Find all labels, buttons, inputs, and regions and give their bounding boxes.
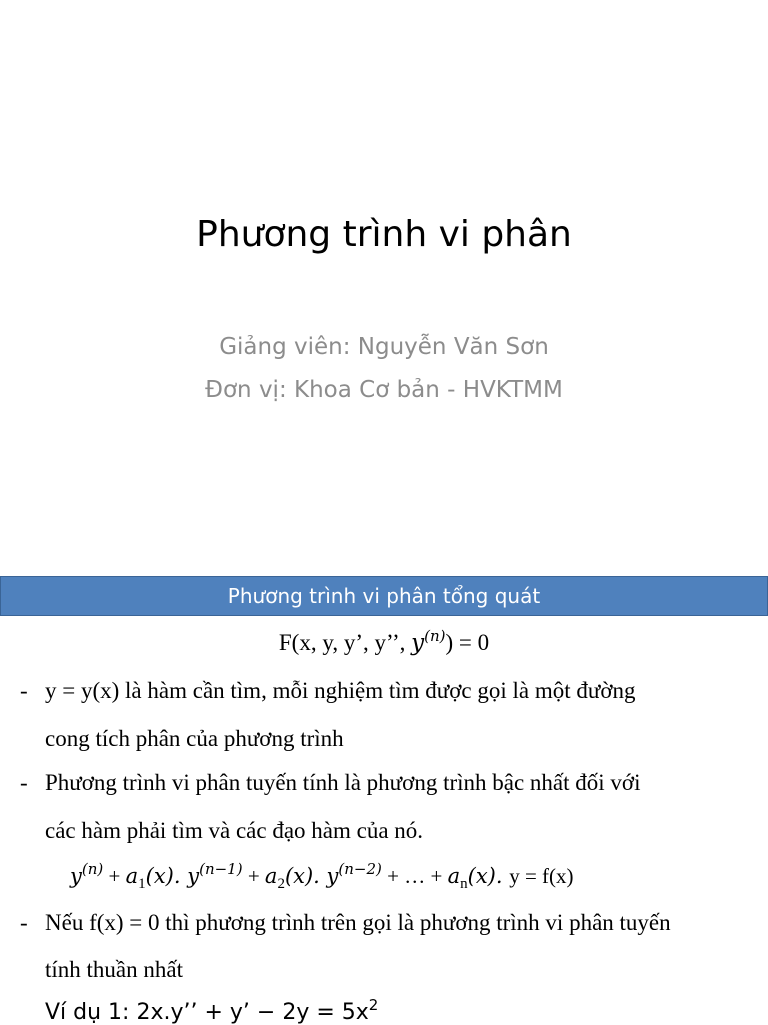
eq-rhs: y = f(x): [509, 864, 574, 888]
eq-sup: (n−1): [199, 860, 243, 878]
eq-sub: 1: [138, 876, 146, 892]
lecturer-text: Giảng viên: Nguyễn Văn Sơn: [219, 334, 549, 360]
eq-a: a: [447, 864, 461, 888]
bullet-dash: -: [20, 770, 28, 795]
eq-x: (x).: [284, 864, 327, 888]
eq-y: y: [187, 864, 200, 888]
general-form-prefix: F(x, y, y’, y’’,: [278, 630, 412, 655]
eq-x: (x).: [467, 864, 510, 888]
general-form-y: y: [411, 630, 425, 656]
eq-sub: n: [460, 876, 468, 892]
example-sup: 2: [368, 996, 379, 1014]
bullet-1-line-1: y = y(x) là hàm cần tìm, mỗi nghiệm tìm được gọi là một đường: [45, 678, 636, 703]
eq-a: a: [264, 864, 278, 888]
general-form-equation: [0, 627, 768, 656]
eq-sup: (n): [81, 860, 104, 878]
linear-equation: [70, 860, 574, 892]
eq-plus: +: [242, 864, 265, 888]
bullet-3-line-2: tính thuần nhất: [45, 957, 183, 982]
eq-sub: 2: [277, 876, 285, 892]
eq-y: y: [70, 864, 82, 888]
eq-y: y: [326, 864, 339, 888]
section-heading-banner: [0, 576, 768, 616]
example-1: [45, 996, 379, 1025]
eq-plus: +: [103, 864, 126, 888]
eq-x: (x).: [145, 864, 188, 888]
general-form-suffix: ) = 0: [445, 630, 490, 655]
bullet-2-line-2: các hàm phải tìm và các đạo hàm của nó.: [45, 818, 424, 843]
bullet-3-line-1: Nếu f(x) = 0 thì phương trình trên gọi là phương trình vi phân tuyến: [45, 910, 671, 935]
bullet-dash: -: [20, 678, 28, 703]
unit-text: Đơn vị: Khoa Cơ bản - HVKTMM: [205, 377, 563, 403]
eq-plus: + … +: [381, 864, 448, 888]
eq-sup: (n−2): [338, 860, 382, 878]
general-form-exp: (n): [424, 627, 446, 645]
slide-title: Phương trình vi phân: [196, 214, 572, 255]
eq-a: a: [125, 864, 139, 888]
bullet-dash: -: [20, 910, 28, 935]
bullet-1-line-2: cong tích phân của phương trình: [45, 726, 344, 751]
bullet-2-line-1: Phương trình vi phân tuyến tính là phương trình bậc nhất đối với: [45, 770, 641, 795]
section-heading: Phương trình vi phân tổng quát: [227, 584, 541, 608]
example-text: Ví dụ 1: 2x.y’’ + y’ − 2y = 5x: [45, 1000, 369, 1025]
